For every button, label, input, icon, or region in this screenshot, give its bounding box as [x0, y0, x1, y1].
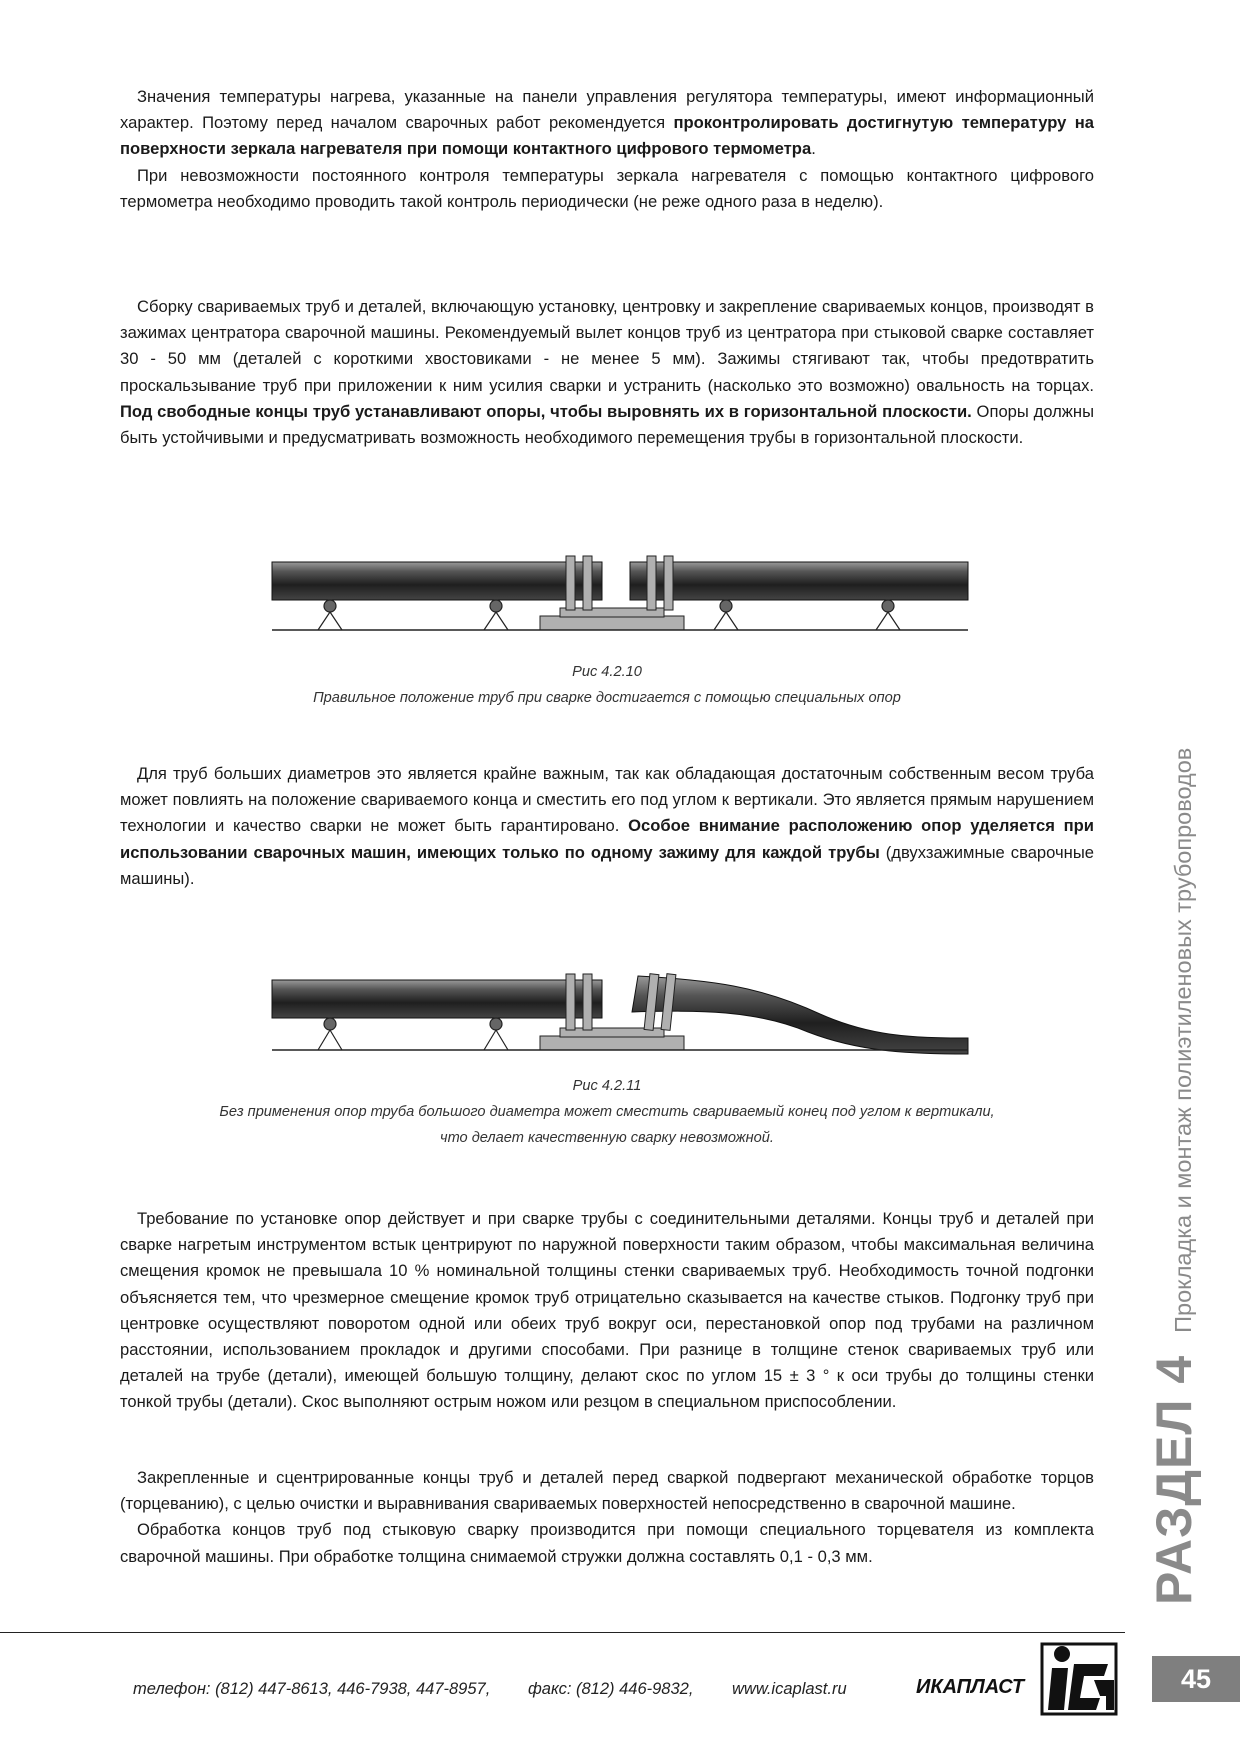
figure-caption-line-1: Без применения опор труба большого диаметра может сместить свариваемый конец под углом к вертикали, — [219, 1104, 995, 1120]
footer-website-link[interactable]: www.icaplast.ru — [732, 1680, 847, 1698]
page-number-badge: 45 — [1152, 1656, 1240, 1702]
fittings-block — [120, 1206, 1094, 1416]
facing-block — [120, 1465, 1094, 1570]
section-number: РАЗДЕЛ 4 — [1146, 1354, 1202, 1605]
figure-caption-line-2: что делает качественную сварку невозможной. — [440, 1130, 774, 1146]
large-diameter-block — [120, 761, 1094, 892]
figure-4-2-10-caption — [120, 659, 1094, 711]
pipe-supports — [318, 1018, 508, 1050]
paragraph-alignment-requirements: Требование по установке опор действует и при сварке трубы с соединительными деталями. Концы труб и деталей при сварке нагретым инструментом встык центрируют по наружной поверхности таким образом, чтобы максимальная величина смещения кромок не превышала 10 % номинальной толщины стенки свариваемых труб. Необходимость точной подгонки объясняется тем, что чрезмерное смещение кромок труб отрицательно сказывается на качестве стыков. Подгонку труб при центровке осуществляют поворотом одной или обеих труб вокруг оси, перестановкой опор под трубами на различном расстоянии, использованием прокладок и другими способами. При разнице в толщине стенок свариваемых труб или деталей на трубе (детали), имеющей большую толщину, делают скос по углом 15 ± 3 ° к оси трубы до толщины стенки тонкой трубы (детали). Скос выполняют острым ножом или резцом в специальном приспособлении. — [120, 1209, 1094, 1412]
figure-caption-text: Правильное положение труб при сварке достигается с помощью специальных опор — [313, 690, 901, 706]
paragraph-assembly: Сборку свариваемых труб и деталей, включающую установку, центровку и закрепление свариваемых концов, производят в зажимах центратора сварочной машины. Рекомендуемый вылет концов труб из центратора при стыковой сварке составляет 30 - 50 мм (деталей с короткими хвостовиками - не менее 5 мм). Зажимы стягивают так, чтобы предотвратить проскальзывание труб при приложении к ним усилия сварки и устранить (насколько это возможно) овальность на торцах. Под свободные концы труб устанавливают опоры, чтобы выровнять их в горизонтальной плоскости. Опоры должны быть устойчивыми и предусматривать возможность необходимого перемещения трубы в горизонтальной плоскости. — [120, 297, 1094, 448]
footer-fax: факс: (812) 446-9832, — [528, 1680, 694, 1698]
footer-divider — [0, 1632, 1125, 1633]
figure-incorrect-pipe-position — [260, 966, 980, 1056]
left-pipe — [272, 980, 602, 1018]
figure-number: Рис 4.2.11 — [572, 1078, 642, 1094]
figure-correct-pipe-position — [260, 548, 980, 638]
right-pipe — [630, 562, 968, 600]
paragraph-large-diameter: Для труб больших диаметров это является крайне важным, так как обладающая достаточным собственным весом труба может повлиять на положение свариваемого конца и сместить его под углом к вертикали. Это является прямым нарушением технологии и качество сварки не может быть гарантировано. Особое внимание расположению опор уделяется при использовании сварочных машин, имеющих только по одному зажиму для каждой трубы (двухзажимные сварочные машины). — [120, 764, 1094, 888]
welding-machine-base — [540, 1028, 684, 1050]
paragraph-facing-tool: Обработка концов труб под стыковую сварку производится при помощи специального торцевателя из комплекта сварочной машины. При обработке толщина снимаемой стружки должна составлять 0,1 - 0,3 мм. — [120, 1520, 1094, 1566]
assembly-block — [120, 294, 1094, 451]
welding-machine-base — [540, 608, 684, 630]
footer-phone: телефон: (812) 447-8613, 446-7938, 447-8957, — [133, 1680, 491, 1698]
paragraph-temperature-info: Значения температуры нагрева, указанные на панели управления регулятора температуры, имеют информационный характер. Поэтому перед началом сварочных работ рекомендуется проконтролировать достигнутую температуру на поверхности зеркала нагревателя при помощи контактного цифрового термометра. — [120, 87, 1094, 159]
intro-block — [120, 84, 1094, 215]
figure-4-2-11-caption — [120, 1073, 1094, 1151]
paragraph-periodic-control: При невозможности постоянного контроля температуры зеркала нагревателя с помощью контактного цифрового термометра необходимо проводить такой контроль периодически (не реже одного раза в неделю). — [120, 165, 1094, 211]
section-topic: Прокладка и монтаж полиэтиленовых трубопроводов — [1170, 747, 1196, 1333]
ica-logo-icon — [1038, 1640, 1120, 1718]
figure-number: Рис 4.2.10 — [572, 664, 642, 680]
paragraph-facing: Закрепленные и сцентрированные концы труб и деталей перед сваркой подвергают механической обработке торцов (торцеванию), с целью очистки и выравнивания свариваемых поверхностей непосредственно в сварочной машине. — [120, 1468, 1094, 1514]
brand-name: ИКАПЛАСТ — [916, 1676, 1025, 1698]
left-pipe — [272, 562, 602, 600]
